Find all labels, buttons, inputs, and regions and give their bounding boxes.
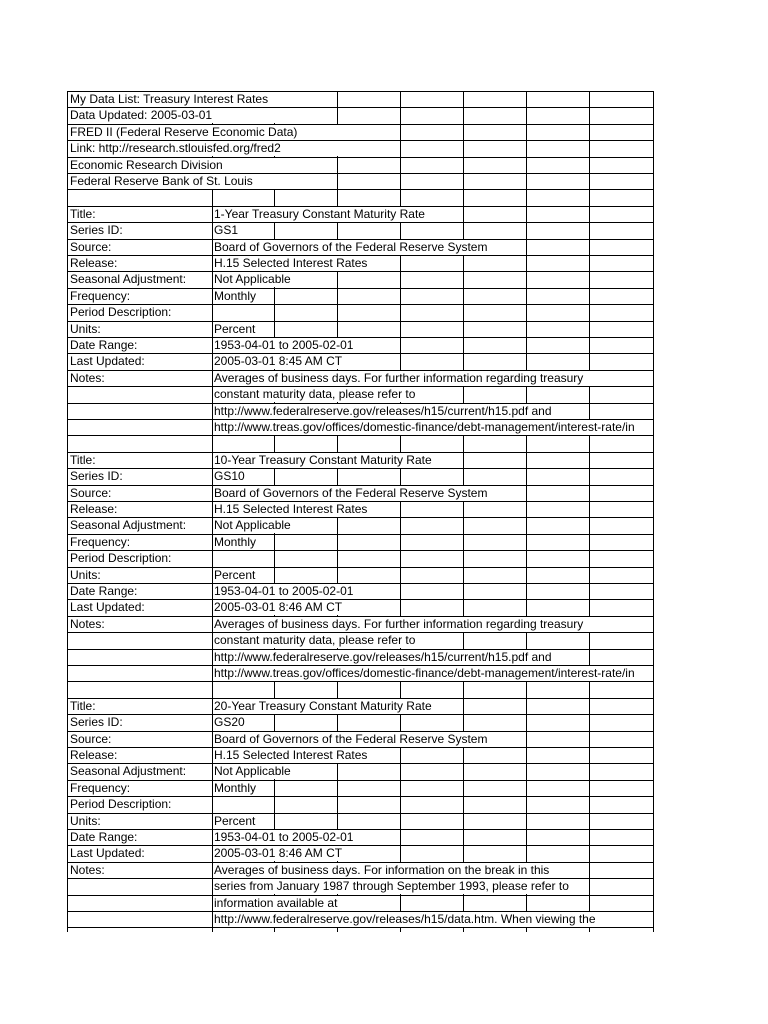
table-row xyxy=(67,567,654,583)
row-value-cell[interactable]: 2005-03-01 8:46 AM CT xyxy=(214,846,343,861)
row-value-cell[interactable] xyxy=(212,305,656,320)
row-label-cell[interactable]: Last Updated: xyxy=(70,354,145,369)
row-label-cell[interactable]: FRED II (Federal Reserve Economic Data) xyxy=(70,124,298,139)
table-row xyxy=(67,353,654,369)
row-value-cell[interactable]: GS1 xyxy=(214,223,239,238)
row-value-cell[interactable]: constant maturity data, please refer to xyxy=(214,633,416,648)
row-value-cell[interactable] xyxy=(212,190,656,205)
row-label-cell[interactable]: Notes: xyxy=(70,370,105,385)
row-value-cell[interactable]: Percent xyxy=(214,813,256,828)
table-row xyxy=(67,321,654,337)
table-row xyxy=(67,206,654,222)
table-row xyxy=(67,140,654,156)
row-value-cell[interactable]: 10-Year Treasury Constant Maturity Rate xyxy=(214,452,432,467)
row-label-cell[interactable]: Units: xyxy=(70,813,101,828)
row-value-cell[interactable] xyxy=(212,682,656,697)
table-row xyxy=(67,911,654,928)
row-value-cell[interactable]: 2005-03-01 8:45 AM CT xyxy=(214,354,343,369)
row-label-cell[interactable]: Seasonal Adjustment: xyxy=(70,272,187,287)
row-label-cell[interactable]: Units: xyxy=(70,321,101,336)
row-label-cell[interactable]: Notes: xyxy=(70,862,105,877)
row-value-cell[interactable]: H.15 Selected Interest Rates xyxy=(214,256,368,270)
table-row xyxy=(67,337,654,353)
row-label-cell[interactable]: Source: xyxy=(70,485,112,500)
row-value-cell[interactable]: http://www.treas.gov/offices/domestic-finance/debt-management/interest-rate/in xyxy=(214,666,635,680)
row-label-cell[interactable]: Data Updated: 2005-03-01 xyxy=(70,108,213,123)
row-value-cell[interactable]: information available at xyxy=(214,895,338,910)
row-label-cell[interactable]: Series ID: xyxy=(70,715,123,730)
table-row xyxy=(67,714,654,730)
table-row xyxy=(67,517,654,533)
row-value-cell[interactable]: http://www.federalreserve.gov/releases/h15/data.htm. When viewing the xyxy=(214,912,596,926)
row-value-cell[interactable]: Board of Governors of the Federal Reserve System xyxy=(214,485,488,500)
row-value-cell[interactable]: Board of Governors of the Federal Reserve System xyxy=(214,239,488,254)
row-label-cell[interactable]: Series ID: xyxy=(70,469,123,484)
row-value-cell[interactable]: http://www.federalreserve.gov/releases/h15/current/h15.pdf and xyxy=(214,649,552,664)
row-label-cell[interactable] xyxy=(68,436,70,451)
table-row xyxy=(67,780,654,796)
row-label-cell[interactable]: Title: xyxy=(70,452,96,467)
row-label-cell[interactable]: Date Range: xyxy=(70,830,138,844)
table-row xyxy=(67,731,654,747)
table-row xyxy=(67,813,654,829)
row-value-cell[interactable] xyxy=(212,551,656,566)
table-row xyxy=(67,583,654,599)
table-row xyxy=(67,107,654,123)
table-row xyxy=(67,124,654,140)
row-label-cell[interactable]: Units: xyxy=(70,567,101,582)
table-row xyxy=(67,435,654,451)
table-row xyxy=(67,468,654,484)
table-row xyxy=(67,747,654,763)
row-value-cell[interactable] xyxy=(212,436,656,451)
row-label-cell[interactable]: Release: xyxy=(70,502,118,516)
table-row xyxy=(67,649,654,665)
table-row xyxy=(67,862,654,878)
row-label-cell[interactable]: Seasonal Adjustment: xyxy=(70,518,187,533)
table-row xyxy=(67,599,654,615)
row-label-cell[interactable]: Link: http://research.stlouisfed.org/fred2 xyxy=(70,141,281,156)
row-label-cell[interactable]: Notes: xyxy=(70,616,105,631)
row-label-cell[interactable] xyxy=(68,879,70,894)
table-row xyxy=(67,288,654,304)
row-label-cell[interactable]: Release: xyxy=(70,748,118,762)
table-row xyxy=(67,665,654,681)
row-label-cell[interactable]: Source: xyxy=(70,239,112,254)
table-row xyxy=(67,370,654,386)
row-label-cell[interactable] xyxy=(68,420,70,435)
table-row xyxy=(67,534,654,550)
table-row xyxy=(67,616,654,632)
row-label-cell[interactable]: Federal Reserve Bank of St. Louis xyxy=(70,174,253,188)
row-label-cell[interactable]: Last Updated: xyxy=(70,600,145,615)
table-row xyxy=(67,157,654,173)
row-label-cell[interactable]: Release: xyxy=(70,256,118,270)
table-row xyxy=(67,419,654,435)
row-label-cell[interactable] xyxy=(68,896,70,911)
row-label-cell[interactable] xyxy=(68,387,70,402)
row-label-cell[interactable]: Frequency: xyxy=(70,288,131,303)
row-value-cell[interactable]: 1953-04-01 to 2005-02-01 xyxy=(214,338,354,352)
table-row xyxy=(67,895,654,911)
row-label-cell[interactable]: Seasonal Adjustment: xyxy=(70,764,187,779)
table-row xyxy=(67,91,654,107)
row-value-cell[interactable]: Monthly xyxy=(214,780,257,795)
row-label-cell[interactable] xyxy=(68,682,70,697)
row-value-cell[interactable]: 1953-04-01 to 2005-02-01 xyxy=(214,584,354,598)
row-label-cell[interactable]: Period Description: xyxy=(70,305,172,320)
table-row xyxy=(67,189,654,205)
row-value-cell[interactable]: 1953-04-01 to 2005-02-01 xyxy=(214,830,354,844)
spreadsheet-grid xyxy=(67,91,654,932)
row-value-cell[interactable]: http://www.federalreserve.gov/releases/h15/current/h15.pdf and xyxy=(214,403,552,418)
table-row xyxy=(67,485,654,501)
row-value-cell[interactable]: http://www.treas.gov/offices/domestic-finance/debt-management/interest-rate/in xyxy=(214,420,635,434)
row-label-cell[interactable]: Title: xyxy=(70,206,96,221)
table-row xyxy=(67,845,654,861)
table-row xyxy=(67,550,654,566)
row-value-cell[interactable]: Percent xyxy=(214,321,256,336)
row-value-cell[interactable]: Monthly xyxy=(214,534,257,549)
table-row xyxy=(67,173,654,189)
table-row xyxy=(67,239,654,255)
row-label-cell[interactable]: Title: xyxy=(70,698,96,713)
table-row xyxy=(67,304,654,320)
row-value-cell[interactable]: Averages of business days. For further information regarding treasury xyxy=(214,370,584,385)
table-row xyxy=(67,386,654,402)
row-label-cell[interactable]: Frequency: xyxy=(70,780,131,795)
row-value-cell[interactable]: Not Applicable xyxy=(214,764,291,779)
row-value-cell[interactable]: 20-Year Treasury Constant Maturity Rate xyxy=(214,698,432,713)
row-value-cell[interactable]: constant maturity data, please refer to xyxy=(214,387,416,402)
row-value-cell[interactable]: series from January 1987 through September 1993, please refer to xyxy=(214,879,569,894)
row-value-cell[interactable]: H.15 Selected Interest Rates xyxy=(214,748,368,762)
table-row xyxy=(67,501,654,517)
row-value-cell[interactable] xyxy=(212,125,656,140)
table-row xyxy=(67,403,654,419)
table-row xyxy=(67,763,654,779)
row-value-cell[interactable]: H.15 Selected Interest Rates xyxy=(214,502,368,516)
row-value-cell[interactable] xyxy=(212,92,656,107)
table-row xyxy=(67,796,654,812)
row-label-cell[interactable] xyxy=(68,912,70,927)
row-label-cell[interactable] xyxy=(68,666,70,681)
row-label-cell[interactable]: Date Range: xyxy=(70,584,138,598)
row-value-cell[interactable]: Not Applicable xyxy=(214,518,291,533)
row-value-cell[interactable]: 1-Year Treasury Constant Maturity Rate xyxy=(214,206,425,221)
row-value-cell[interactable] xyxy=(212,158,656,173)
row-label-cell[interactable]: Frequency: xyxy=(70,534,131,549)
table-row xyxy=(67,681,654,697)
row-value-cell[interactable] xyxy=(212,174,656,189)
row-label-cell[interactable]: Last Updated: xyxy=(70,846,145,861)
row-label-cell[interactable] xyxy=(68,650,70,665)
row-label-cell[interactable] xyxy=(68,633,70,648)
row-value-cell[interactable]: Monthly xyxy=(214,288,257,303)
row-label-cell[interactable]: Source: xyxy=(70,731,112,746)
table-row xyxy=(67,698,654,714)
table-row xyxy=(67,255,654,271)
row-value-cell[interactable] xyxy=(212,108,656,123)
row-label-cell[interactable]: My Data List: Treasury Interest Rates xyxy=(70,92,269,106)
row-label-cell[interactable]: Date Range: xyxy=(70,338,138,352)
table-row xyxy=(67,878,654,894)
table-row xyxy=(67,222,654,238)
row-value-cell[interactable]: Percent xyxy=(214,567,256,582)
row-label-cell[interactable]: Economic Research Division xyxy=(70,157,223,172)
row-label-cell[interactable] xyxy=(68,404,70,419)
row-value-cell[interactable]: Averages of business days. For information on the break in this xyxy=(214,862,550,877)
row-value-cell[interactable] xyxy=(212,141,656,156)
row-label-cell[interactable]: Series ID: xyxy=(70,223,123,238)
row-value-cell[interactable]: GS10 xyxy=(214,469,245,484)
row-value-cell[interactable]: 2005-03-01 8:46 AM CT xyxy=(214,600,343,615)
row-value-cell[interactable]: Not Applicable xyxy=(214,272,291,287)
row-label-cell[interactable]: Period Description: xyxy=(70,797,172,812)
table-row xyxy=(67,632,654,648)
row-value-cell[interactable]: GS20 xyxy=(214,715,245,730)
row-value-cell[interactable]: Averages of business days. For further information regarding treasury xyxy=(214,616,584,631)
table-row xyxy=(67,452,654,468)
row-label-cell[interactable]: Period Description: xyxy=(70,551,172,566)
row-label-cell[interactable] xyxy=(68,190,70,205)
row-value-cell[interactable] xyxy=(212,797,656,812)
table-row xyxy=(67,271,654,287)
table-row xyxy=(67,829,654,845)
row-value-cell[interactable]: Board of Governors of the Federal Reserve System xyxy=(214,731,488,746)
